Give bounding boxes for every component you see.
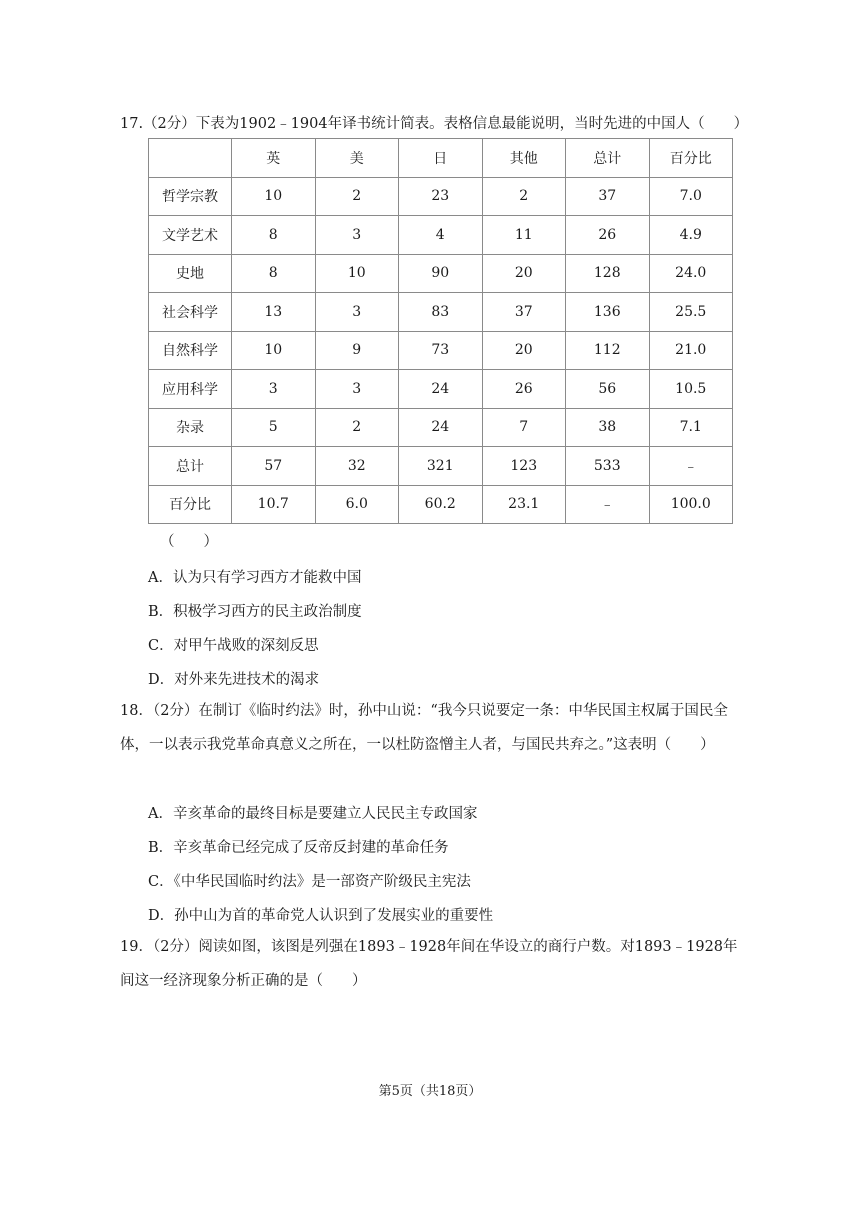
table-cell: 9: [315, 331, 399, 370]
table-cell: 2: [315, 408, 399, 447]
table-cell: 13: [232, 293, 316, 332]
table-cell: 533: [566, 447, 650, 486]
table-row: [149, 177, 733, 216]
table-row-label: 总计: [149, 447, 232, 486]
question-18-option-d[interactable]: D．孙中山为首的革命党人认识到了发展实业的重要性: [148, 908, 494, 924]
table-cell: 128: [566, 254, 650, 293]
table-cell: 25.5: [649, 293, 733, 332]
question-17-option-d[interactable]: D．对外来先进技术的渴求: [148, 672, 320, 688]
table-row: [149, 447, 733, 486]
translation-stats-table: [148, 138, 733, 524]
table-cell: 20: [482, 331, 566, 370]
table-cell: 4.9: [649, 216, 733, 255]
table-cell: 10: [232, 177, 316, 216]
question-17-stem: 17.（2分）下表为1902﹣1904年译书统计简表。表格信息最能说明，当时先进的中国人（ ）: [120, 116, 749, 132]
table-cell: 10: [315, 254, 399, 293]
table-row-label: 文学艺术: [149, 216, 232, 255]
table-cell: 4: [399, 216, 483, 255]
question-18-option-a[interactable]: A．辛亥革命的最终目标是要建立人民民主专政国家: [148, 806, 478, 822]
table-cell: 7: [482, 408, 566, 447]
table-row: [149, 293, 733, 332]
table-cell: 73: [399, 331, 483, 370]
table-row: [149, 485, 733, 524]
table-cell: 20: [482, 254, 566, 293]
page-footer: 第5页（共18页）: [378, 1084, 482, 1099]
table-row-label: 社会科学: [149, 293, 232, 332]
table-cell: 23: [399, 177, 483, 216]
table-cell: 3: [315, 216, 399, 255]
table-cell: 56: [566, 370, 650, 409]
table-cell: 10: [232, 331, 316, 370]
table-header-cell: 英: [232, 139, 316, 178]
question-17-option-b[interactable]: B．积极学习西方的民主政治制度: [148, 604, 362, 620]
table-cell: 24: [399, 408, 483, 447]
question-18-option-c[interactable]: C．《中华民国临时约法》是一部资产阶级民主宪法: [148, 874, 471, 890]
table-header-cell: 日: [399, 139, 483, 178]
table-cell: 83: [399, 293, 483, 332]
table-header-cell: 总计: [566, 139, 650, 178]
table-cell: 3: [315, 370, 399, 409]
table-header-cell: 其他: [482, 139, 566, 178]
table-cell: 321: [399, 447, 483, 486]
table-cell: 26: [482, 370, 566, 409]
table-cell: 8: [232, 216, 316, 255]
table-cell: 37: [482, 293, 566, 332]
table-row: [149, 331, 733, 370]
question-17-paren: （ ）: [160, 534, 218, 550]
table-row: [149, 408, 733, 447]
table-cell: 24: [399, 370, 483, 409]
question-19-stem: 19．（2分）阅读如图，该图是列强在1893﹣1928年间在华设立的商行户数。对1893﹣1928年间这一经济现象分析正确的是（ ）: [120, 939, 738, 989]
table-cell: 57: [232, 447, 316, 486]
table-cell: 10.7: [232, 485, 316, 524]
table-row: [149, 254, 733, 293]
table-cell: 26: [566, 216, 650, 255]
question-18-option-b[interactable]: B．辛亥革命已经完成了反帝反封建的革命任务: [148, 840, 449, 856]
table-cell: 23.1: [482, 485, 566, 524]
table-row-label: 杂录: [149, 408, 232, 447]
table-cell: 112: [566, 331, 650, 370]
table-cell: 6.0: [315, 485, 399, 524]
table-cell: 3: [315, 293, 399, 332]
table-cell: 136: [566, 293, 650, 332]
question-18-stem: 18．（2分）在制订《临时约法》时，孙中山说：“我今只说要定一条：中华民国主权属于国民全体，一以表示我党革命真意义之所在，一以杜防盗憎主人者，与国民共弃之。”这表明（ ）: [120, 703, 728, 753]
table-cell: 7.0: [649, 177, 733, 216]
table-header-cell: 百分比: [649, 139, 733, 178]
table-cell: 11: [482, 216, 566, 255]
table-cell: 37: [566, 177, 650, 216]
table-cell: 60.2: [399, 485, 483, 524]
table-cell: ﹣: [649, 447, 733, 486]
table-row-label: 应用科学: [149, 370, 232, 409]
table-row-label: 史地: [149, 254, 232, 293]
table-cell: 21.0: [649, 331, 733, 370]
table-cell: 3: [232, 370, 316, 409]
table-cell: ﹣: [566, 485, 650, 524]
table-cell: 24.0: [649, 254, 733, 293]
table-row-label: 哲学宗教: [149, 177, 232, 216]
table-cell: 100.0: [649, 485, 733, 524]
table-header-cell: 美: [315, 139, 399, 178]
table-cell: 5: [232, 408, 316, 447]
table-cell: 123: [482, 447, 566, 486]
question-17-option-c[interactable]: C．对甲午战败的深刻反思: [148, 638, 319, 654]
table-header-cell: [149, 139, 232, 178]
table-cell: 90: [399, 254, 483, 293]
table-cell: 38: [566, 408, 650, 447]
table-cell: 32: [315, 447, 399, 486]
table-row-label: 百分比: [149, 485, 232, 524]
table-cell: 10.5: [649, 370, 733, 409]
table-cell: 8: [232, 254, 316, 293]
question-17-option-a[interactable]: A．认为只有学习西方才能救中国: [148, 570, 362, 586]
table-row: [149, 216, 733, 255]
table-cell: 7.1: [649, 408, 733, 447]
table-header-row: [149, 139, 733, 178]
table-row: [149, 370, 733, 409]
table-cell: 2: [315, 177, 399, 216]
table-row-label: 自然科学: [149, 331, 232, 370]
table-cell: 2: [482, 177, 566, 216]
